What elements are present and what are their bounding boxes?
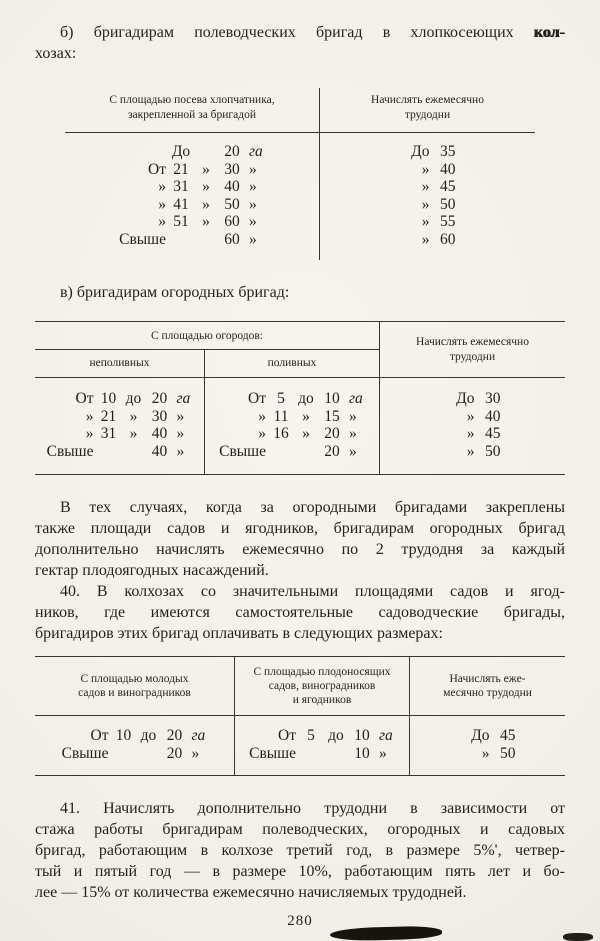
table-row [65, 161, 319, 179]
table-cell: » [202, 160, 210, 178]
table-cell: » [349, 425, 357, 442]
table-cell: га [379, 727, 393, 744]
text-line: ников, где имеются самостоятельные садоводческие бригады, [35, 604, 565, 621]
table-cell: 30 [485, 390, 501, 407]
table-row [35, 443, 204, 461]
table-cell: » [85, 407, 94, 425]
text-line: дополнительно начислять ежемесячно по 2 трудодня за каждый [35, 541, 565, 558]
table-cell: 31 [100, 425, 117, 442]
table-row [235, 727, 409, 745]
table-cell: » [466, 425, 475, 442]
table-cell: 40 [151, 442, 168, 460]
table-body-days [320, 133, 535, 260]
table-cell: » [129, 407, 138, 425]
table-header-workdays [320, 88, 535, 133]
section-v-heading: в) бригадирам огородных бригад: [60, 284, 290, 301]
table-cell: » [349, 407, 357, 425]
table-row [320, 231, 535, 249]
subheader-irrigated: поливных [205, 350, 380, 378]
text-line: лее — 15% от количества ежемесячно начисляемых трудодней. [35, 884, 467, 901]
header-line: садов, виноградников [268, 680, 376, 692]
header-line: Начислять ежемесячно [416, 335, 529, 348]
table-cell: 10 [354, 744, 370, 762]
table-row [35, 408, 204, 426]
table-body-bearing [235, 716, 410, 775]
table-cell: » [249, 178, 257, 195]
table-row [205, 443, 379, 461]
header-line: С площадью посева хлопчатника, [109, 94, 275, 106]
table-row [235, 745, 409, 763]
table-row [380, 425, 565, 443]
table-row [65, 231, 319, 249]
table-cell: Свыше [119, 230, 166, 248]
table-cell: 50 [440, 195, 456, 213]
table-row [320, 196, 535, 214]
table-cell: 16 [273, 425, 289, 442]
table-cell: 11 [273, 407, 289, 425]
table-cell: От [278, 727, 296, 744]
page-number: 280 [287, 913, 313, 929]
table-cell: 55 [440, 213, 456, 230]
table-row [65, 196, 319, 214]
table-cell: До [411, 143, 430, 160]
table-cell: 21 [100, 407, 117, 425]
table-cell [96, 443, 122, 461]
table-body-irrigated [205, 378, 380, 474]
table-cell: 5 [307, 727, 315, 744]
table-header-cotton-area [65, 88, 320, 133]
smudged-word: кол- [533, 24, 566, 41]
table-cell: » [481, 744, 490, 762]
table-cell: » [249, 160, 257, 178]
table-cell: » [421, 178, 430, 195]
table-cell: 20 [324, 442, 340, 460]
table-cell: » [421, 160, 430, 178]
table-cell: » [249, 230, 257, 248]
table-cell: » [379, 744, 387, 762]
table-cell: 20 [324, 425, 340, 442]
table-cell: 20 [166, 727, 183, 744]
table-cell [194, 143, 218, 161]
table-cell: » [158, 178, 166, 195]
table-cell: От [248, 390, 266, 407]
table-row [410, 727, 565, 745]
text-line: стажа работы бригадирам полеводческих, огородных и садовых [35, 821, 565, 838]
table-body-days [410, 716, 565, 775]
text-line: 40. В колхозах со значительными площадями садов и ягод- [60, 583, 565, 600]
table-cell: 30 [151, 407, 168, 425]
table-cell: 45 [500, 727, 516, 744]
table-row [380, 443, 565, 461]
header-line: Начислять еже- [449, 673, 526, 685]
table-row [65, 178, 319, 196]
table-cell: » [421, 195, 430, 213]
table-cell: » [158, 213, 166, 230]
table-cell: » [466, 442, 475, 460]
table-row [320, 213, 535, 231]
table-row [320, 161, 535, 179]
table-cell: 21 [173, 160, 189, 178]
table-cell: 40 [440, 160, 456, 178]
table-row [35, 727, 234, 745]
table-row [410, 745, 565, 763]
text-line: бригадиров этих бригад оплачивать в следующих размерах: [35, 625, 443, 642]
table-cell: 60 [224, 213, 240, 230]
table-cell [122, 443, 146, 461]
table-cell: » [202, 178, 210, 195]
table-cell: 60 [440, 230, 456, 248]
table-cell [111, 745, 137, 763]
table-cell: » [129, 425, 138, 442]
paragraph-orchards [35, 497, 565, 581]
subheader-unirrigated: неполивных [35, 350, 205, 378]
table-cell: » [176, 407, 185, 425]
header-line: закрепленной за бригадой [127, 109, 257, 121]
table-body-area [65, 133, 320, 260]
table-cell: 5 [277, 390, 285, 407]
table-cell [168, 231, 194, 249]
table-cell: » [249, 213, 257, 230]
table-cell: до [140, 727, 157, 744]
table-cell: до [328, 727, 344, 744]
table-cell: 31 [173, 178, 189, 195]
table-cell [324, 745, 348, 763]
table-header-bearing-orchards [235, 657, 410, 716]
header-line: трудодни [404, 109, 451, 121]
paragraph-41 [35, 798, 565, 903]
table-cell: 15 [324, 407, 340, 425]
table-cell: 40 [224, 178, 240, 195]
header-line: трудодни [449, 350, 496, 363]
table-cell: 10 [324, 390, 340, 407]
table-cell [294, 443, 318, 461]
table-cell: 50 [485, 442, 501, 460]
table-cell [298, 745, 324, 763]
table-row [35, 745, 234, 763]
table-cell: га [249, 143, 263, 160]
header-line: С площадью плодоносящих [253, 666, 391, 678]
table-header-gardens: С площадью огородов: [35, 322, 380, 350]
header-line: С площадью молодых [80, 673, 189, 685]
table-cell: До [471, 727, 490, 744]
table-cell: 45 [485, 425, 501, 442]
table-body-unirrigated [35, 378, 205, 474]
table-cell: 35 [440, 143, 456, 160]
table-cell: Свыше [249, 744, 296, 762]
table-cell: Свыше [219, 442, 266, 460]
heading-text: б) бригадирам полеводческих бригад в хлопкосеющих [60, 24, 514, 41]
table-cell: » [258, 407, 266, 425]
table-row [205, 425, 379, 443]
table-cell: 20 [151, 390, 168, 407]
table-cell: 10 [115, 727, 132, 744]
table-cell: 40 [151, 425, 168, 442]
table-row [35, 425, 204, 443]
table-cell: » [249, 195, 257, 213]
table-cell: » [421, 230, 430, 248]
table-cell: 10 [354, 727, 370, 744]
table-cell: 20 [166, 744, 183, 762]
text-line: гектар плодоягодных насаждений. [35, 562, 269, 579]
table-cell [137, 745, 161, 763]
section-b-heading [35, 22, 565, 64]
table-cell: 50 [500, 744, 516, 762]
table-cell: 20 [224, 143, 240, 160]
text-line: В тех случаях, когда за огородными бригадами закреплены [60, 499, 565, 516]
garden-brigade-table [35, 321, 565, 475]
table-cell: » [349, 442, 357, 460]
table-row [380, 390, 565, 408]
table-cell: До [456, 390, 475, 407]
table-cell: до [298, 390, 314, 407]
table-cell: 30 [224, 160, 240, 178]
table-cell: 40 [485, 407, 501, 425]
table-cell: 60 [224, 230, 240, 248]
table-cell: » [176, 442, 185, 460]
table-cell: » [302, 425, 310, 442]
table-row [65, 143, 319, 161]
text-line [35, 22, 565, 43]
table-cell: 50 [224, 195, 240, 213]
table-cell: От [90, 727, 109, 744]
table-row [205, 408, 379, 426]
table-cell [194, 231, 218, 249]
table-row [320, 143, 535, 161]
table-header-young-orchards [35, 657, 235, 716]
table-cell: » [202, 213, 210, 230]
table-cell: » [466, 407, 475, 425]
table-cell: » [176, 425, 185, 442]
table-row [65, 213, 319, 231]
table-cell: » [258, 425, 266, 442]
text-line: 41. Начислять дополнительно трудодни в зависимости от [60, 800, 565, 817]
table-cell: га [349, 390, 363, 407]
table-row [35, 390, 204, 408]
table-cell: га [176, 390, 191, 407]
table-cell: Свыше [61, 744, 109, 762]
table-cell: До [171, 143, 191, 160]
table-cell: » [202, 195, 210, 213]
table-row [380, 408, 565, 426]
table-cell: » [85, 425, 94, 442]
orchard-brigade-table [35, 656, 565, 776]
cotton-brigade-table [65, 88, 535, 260]
text-line: тый и пятый год — в размере 10%, работающим пять лет и бо- [35, 863, 565, 880]
text-line: также площади садов и ягодников, бригадирам огородных бригад [35, 520, 565, 537]
header-line: садов и виноградников [78, 687, 191, 699]
table-cell: От [148, 160, 166, 178]
table-cell: » [302, 407, 310, 425]
table-cell: до [125, 390, 142, 407]
table-cell: Свыше [46, 442, 94, 460]
table-cell: га [191, 727, 206, 744]
table-body-days [380, 378, 565, 474]
table-header-workdays [410, 657, 565, 716]
text-line: хозах: [35, 45, 77, 62]
header-line: Начислять ежемесячно [371, 94, 484, 106]
table-cell: От [75, 390, 94, 407]
table-cell: 10 [100, 390, 117, 407]
text-line: бригад, работающим в колхозе третий год, в размере 5%', четвер- [35, 842, 565, 859]
scan-ink-artifact [563, 933, 593, 941]
table-cell: » [421, 213, 430, 230]
table-cell [268, 443, 294, 461]
table-row [320, 178, 535, 196]
table-cell: » [191, 744, 200, 762]
header-line: и ягодников [292, 694, 352, 706]
table-cell: » [158, 195, 166, 213]
table-cell: 51 [173, 213, 189, 230]
header-line: месячно трудодни [443, 687, 532, 699]
table-row [205, 390, 379, 408]
table-cell: 41 [173, 195, 189, 213]
table-cell [112, 143, 168, 161]
paragraph-40 [35, 581, 565, 644]
table-body-young [35, 716, 235, 775]
table-cell: 45 [440, 178, 456, 195]
table-header-workdays [380, 322, 565, 378]
